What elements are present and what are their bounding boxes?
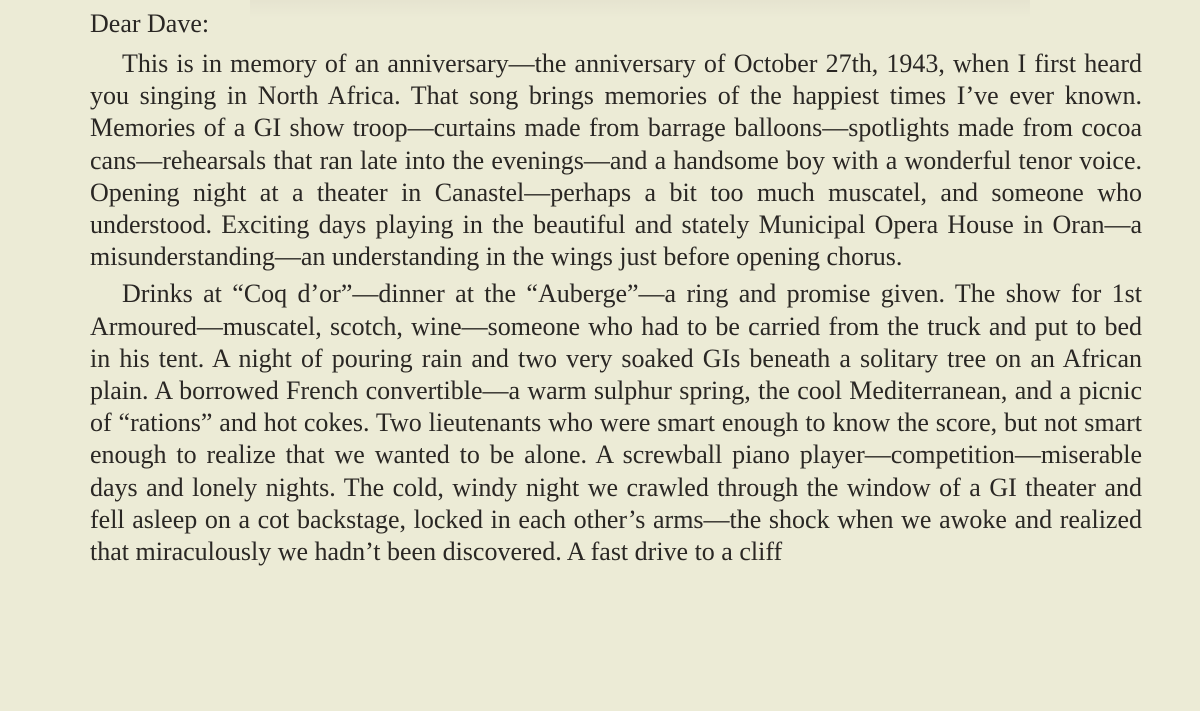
letter-paragraph-2: Drinks at “Coq d’or”—dinner at the “Auberge”—a ring and promise given. The show for 1st Armoured—muscatel, scotch, wine—someone who had to be carried from the truck and put to bed in his tent. A night of pouring rain and two very soaked GIs beneath a solitary tree on an African plain. A borrowed French convertible—a warm sulphur spring, the cool Mediterranean, and a picnic of “rations” and hot cokes. Two lieutenants who were smart enough to know the score, but not smart enough to realize that we wanted to be alone. A screwball piano player—competition—miserable days and lonely nights. The cold, windy night we crawled through the window of a GI theater and fell asleep on a cot backstage, locked in each other’s arms—the shock when we awoke and realized that miraculously we hadn’t been discovered. A fast drive to a cliff (90, 279, 1142, 567)
letter-body (90, 8, 1142, 573)
letter-paragraph-1: This is in memory of an anniversary—the anniversary of October 27th, 1943, when I first heard you singing in North Africa. That song brings memories of the happiest times I’ve ever known. Memories of a GI show troop—curtains made from barrage balloons—spotlights made from cocoa cans—rehearsals that ran late into the evenings—and a handsome boy with a wonderful tenor voice. Opening night at a theater in Canastel—perhaps a bit too much muscatel, and someone who understood. Exciting days playing in the beautiful and stately Municipal Opera House in Oran—a misunderstanding—an understanding in the wings just before opening chorus. (90, 49, 1142, 272)
letter-salutation: Dear Dave: (90, 9, 210, 38)
